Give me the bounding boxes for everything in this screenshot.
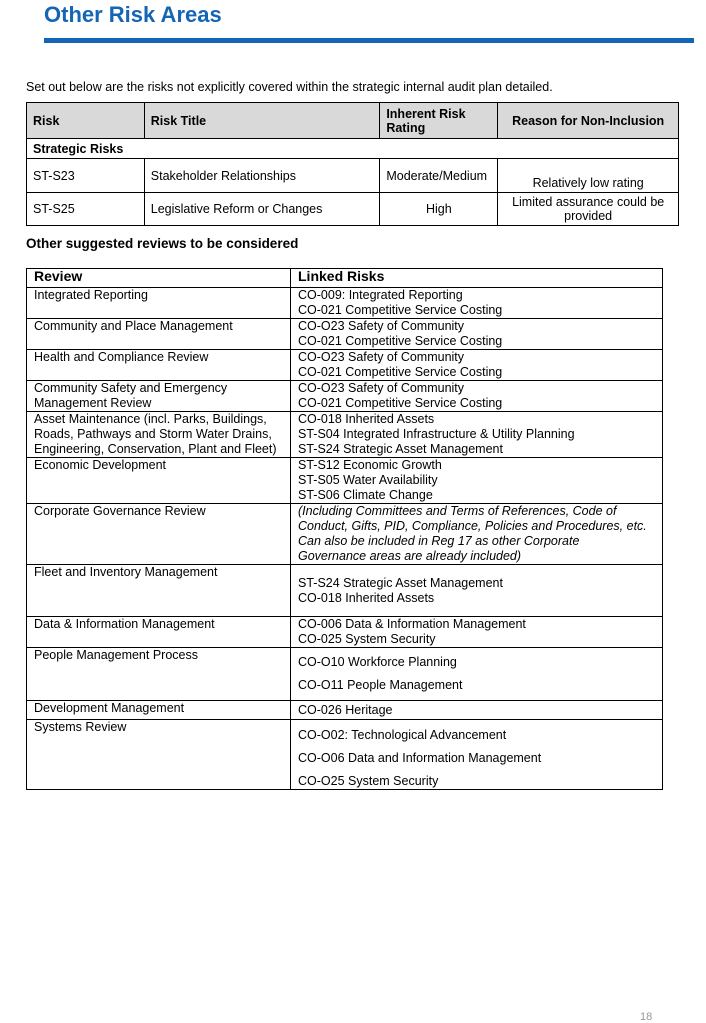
risk-group-label: Strategic Risks: [27, 139, 679, 159]
reviews-table: [26, 268, 663, 790]
linked-risks: ST-S12 Economic Growth ST-S05 Water Availability ST-S06 Climate Change: [291, 458, 663, 504]
header-review: Review: [27, 269, 291, 288]
linked-risks: CO-009: Integrated Reporting CO-021 Competitive Service Costing: [291, 288, 663, 319]
page-number: 18: [640, 1011, 653, 1023]
review-name: Data & Information Management: [27, 617, 291, 648]
linked-risks: CO-O10 Workforce Planning CO-O11 People Management: [291, 648, 663, 701]
review-name: Systems Review: [27, 720, 291, 790]
table-row: [27, 350, 663, 381]
review-name: Health and Compliance Review: [27, 350, 291, 381]
table-row: [27, 412, 663, 458]
review-name: Fleet and Inventory Management: [27, 565, 291, 617]
review-name: Community and Place Management: [27, 319, 291, 350]
linked-risks: CO-018 Inherited Assets ST-S04 Integrated Infrastructure & Utility Planning ST-S24 Strategic Asset Management: [291, 412, 663, 458]
linked-risks: CO-O23 Safety of Community CO-021 Competitive Service Costing: [291, 319, 663, 350]
page-title: Other Risk Areas: [44, 2, 222, 27]
linked-risks: CO-O23 Safety of Community CO-021 Competitive Service Costing: [291, 350, 663, 381]
risk-id: ST-S25: [27, 193, 145, 226]
header-risk-title: Risk Title: [144, 103, 380, 139]
table-row: [27, 720, 663, 790]
review-name: Community Safety and Emergency Management Review: [27, 381, 291, 412]
reviews-header-row: [27, 269, 663, 288]
table-row: [27, 319, 663, 350]
table-row: [27, 193, 679, 226]
risk-title: Legislative Reform or Changes: [144, 193, 380, 226]
reviews-heading: Other suggested reviews to be considered: [26, 236, 299, 251]
risk-id: ST-S23: [27, 159, 145, 193]
risk-table-header-row: [27, 103, 679, 139]
risk-rating: Moderate/Medium: [380, 159, 498, 193]
linked-risks: CO-O23 Safety of Community CO-021 Competitive Service Costing: [291, 381, 663, 412]
table-row: [27, 701, 663, 720]
review-name: Development Management: [27, 701, 291, 720]
table-row: [27, 288, 663, 319]
review-name: People Management Process: [27, 648, 291, 701]
review-name: Economic Development: [27, 458, 291, 504]
review-name: Asset Maintenance (incl. Parks, Buildings, Roads, Pathways and Storm Water Drains, Engineering, Conservation, Plant and Fleet): [27, 412, 291, 458]
table-row: [27, 504, 663, 565]
table-row: [27, 458, 663, 504]
risk-rating: High: [380, 193, 498, 226]
table-row: [27, 648, 663, 701]
title-rule: [44, 38, 694, 43]
linked-risks: CO-006 Data & Information Management CO-025 System Security: [291, 617, 663, 648]
header-reason-for-non-inclusion: Reason for Non-Inclusion: [498, 103, 679, 139]
table-row: [27, 381, 663, 412]
header-risk: Risk: [27, 103, 145, 139]
intro-paragraph: Set out below are the risks not explicitly covered within the strategic internal audit plan detailed.: [26, 80, 553, 94]
linked-risks: CO-O02: Technological Advancement CO-O06 Data and Information Management CO-O25 System Security: [291, 720, 663, 790]
table-row: [27, 617, 663, 648]
risk-table: [26, 102, 679, 226]
risk-title: Stakeholder Relationships: [144, 159, 380, 193]
linked-risks: CO-026 Heritage: [291, 701, 663, 720]
review-name: Corporate Governance Review: [27, 504, 291, 565]
table-row: [27, 565, 663, 617]
review-name: Integrated Reporting: [27, 288, 291, 319]
linked-risks: ST-S24 Strategic Asset Management CO-018 Inherited Assets: [291, 565, 663, 617]
linked-risks: (Including Committees and Terms of References, Code of Conduct, Gifts, PID, Compliance, Policies and Procedures, etc. Can also be included in Reg 17 as other Corporate Governance areas are already included): [291, 504, 663, 565]
header-linked-risks: Linked Risks: [291, 269, 663, 288]
header-inherent-risk-rating: Inherent Risk Rating: [380, 103, 498, 139]
risk-group-row: [27, 139, 679, 159]
risk-reason: Relatively low rating: [498, 159, 679, 193]
table-row: [27, 159, 679, 193]
risk-reason: Limited assurance could be provided: [498, 193, 679, 226]
